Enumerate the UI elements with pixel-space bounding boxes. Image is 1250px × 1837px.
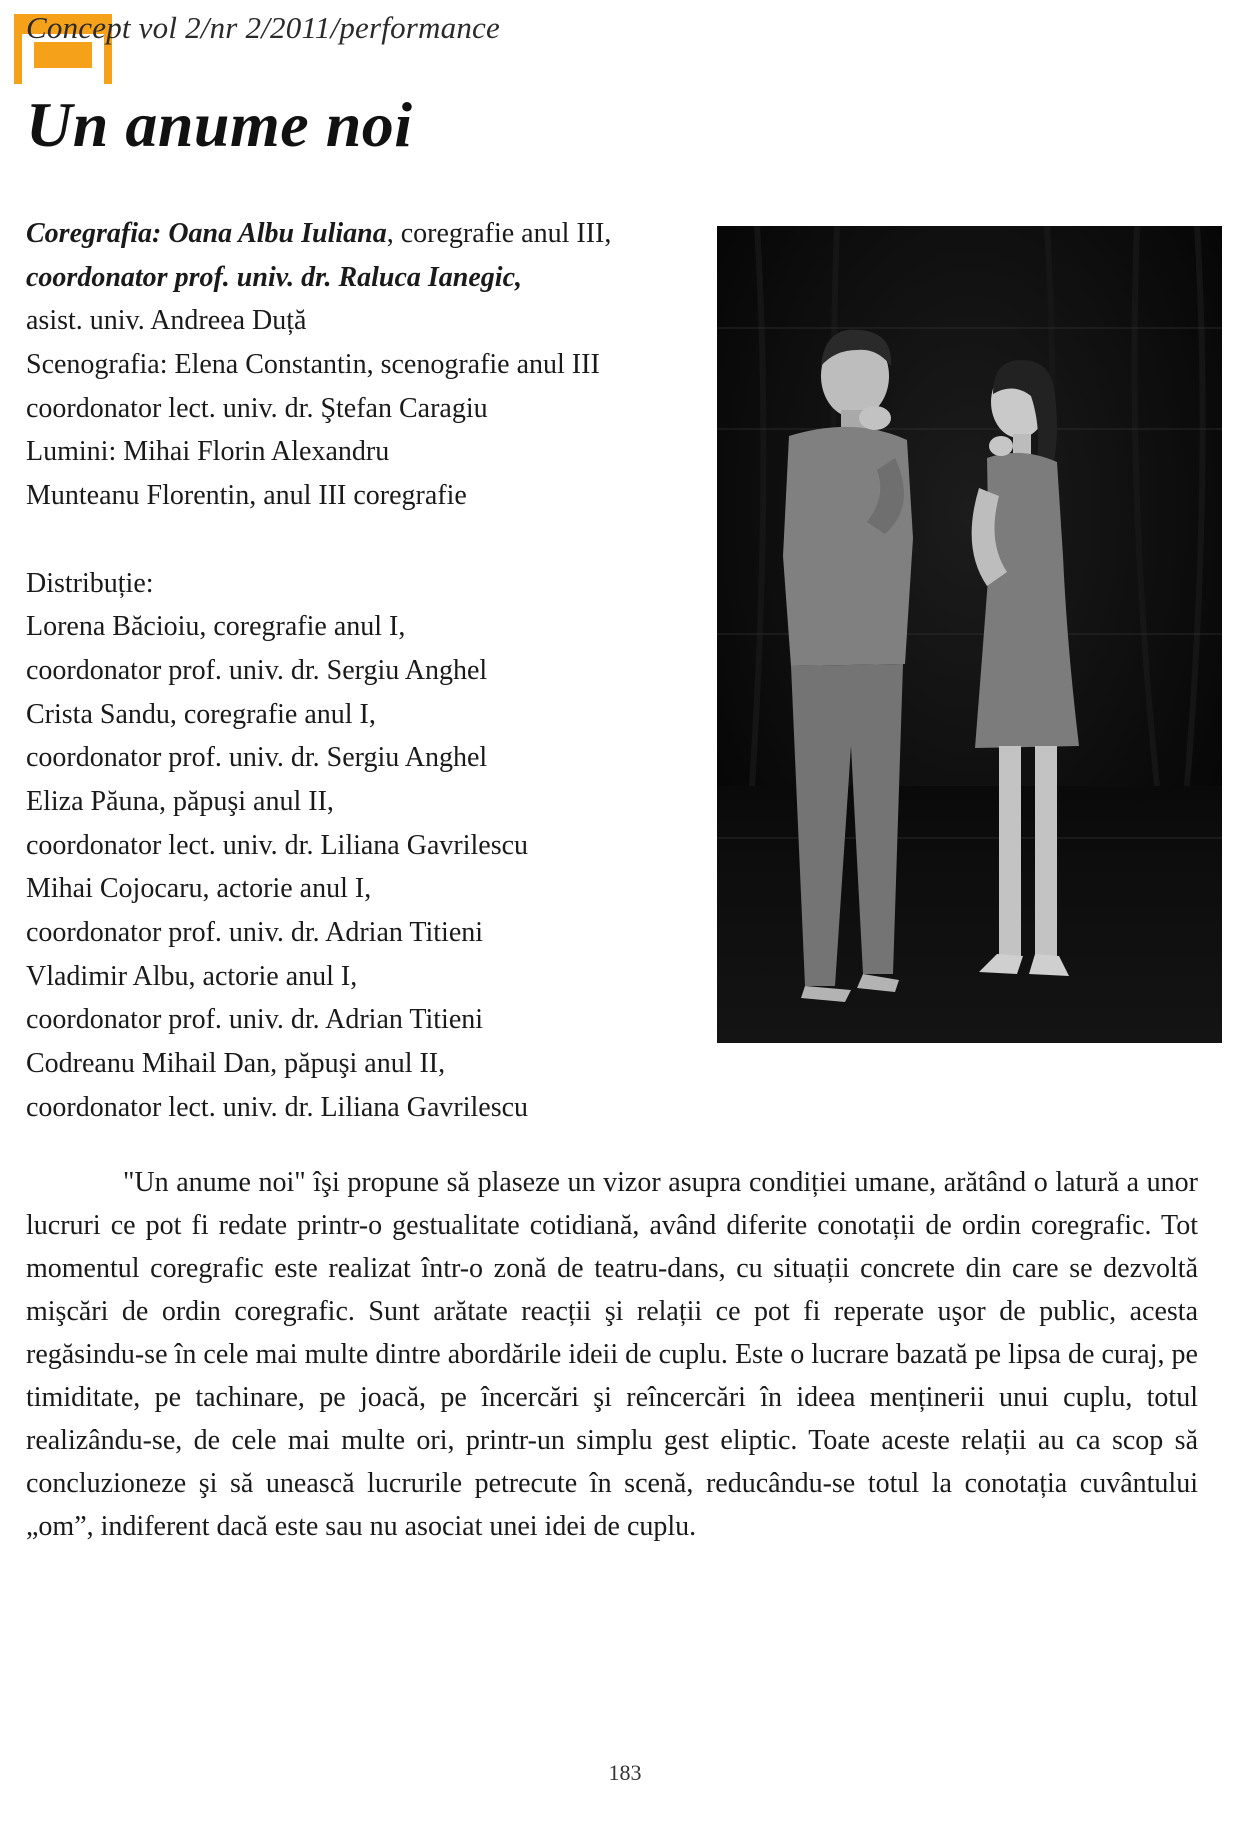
cast-line: Eliza Păuna, păpuşi anul II, — [26, 785, 334, 817]
credit-line: Lumini: Mihai Florin Alexandru — [26, 436, 390, 468]
page-number: 183 — [608, 1760, 642, 1785]
body-paragraph: "Un anume noi" îşi propune să plaseze un vizor asupra condiției umane, arătând o latură a unor lucruri ce pot fi redate printr-o gestualitate cotidiană, având diferite conotații de ordin coregrafic. Tot momentul coregrafic este realizat într-o zonă de teatru-dans, cu situații concrete din care se dezvoltă mişcări de ordin coregrafic. Sunt arătate reacții şi relații ce pot fi reperate uşor de public, acesta regăsindu-se în cele mai multe dintre abordările ideii de cuplu. Este o lucrare bazată pe lipsa de curaj, pe timiditate, pe tachinare, pe joacă, pe încercări şi reîncercări în ideea menținerii unui cuplu, totul realizându-se, de cele mai multe ori, printr-un simplu gest eliptic. Toate aceste relații au ca scop să concluzioneze şi să unească lucrurile petrecute în scenă, reducându-se totul la conotația cuvântului „om”, indiferent dacă este sau nu asociat unei idei de cuplu. — [26, 1167, 1198, 1542]
cast-line: coordonator prof. univ. dr. Sergiu Anghel — [26, 654, 488, 686]
cast-line: coordonator lect. univ. dr. Liliana Gavrilescu — [26, 829, 529, 861]
cast-line: Lorena Băcioiu, coregrafie anul I, — [26, 611, 406, 643]
credit-line: coordonator lect. univ. dr. Ştefan Caragiu — [26, 392, 488, 424]
cast-line: coordonator prof. univ. dr. Adrian Titieni — [26, 1004, 484, 1036]
cast-line: Vladimir Albu, actorie anul I, — [26, 960, 358, 992]
choreographer-name: Coregrafia: Oana Albu Iuliana — [26, 218, 387, 249]
cast-line: coordonator lect. univ. dr. Liliana Gavrilescu — [26, 1091, 529, 1123]
credits-block — [26, 212, 726, 1129]
choreography-coordinator: coordonator prof. univ. dr. Raluca Ianegic, — [26, 261, 523, 293]
choreographer-year: , coregrafie anul III, — [386, 218, 612, 249]
credit-line: asist. univ. Andreea Duță — [26, 305, 307, 337]
article-title: Un anume noi — [26, 89, 413, 160]
running-head: Concept vol 2/nr 2/2011/performance — [26, 10, 500, 45]
choreography-credit — [26, 212, 726, 256]
credit-line: Scenografia: Elena Constantin, scenografie anul III — [26, 349, 600, 381]
distribution-heading: Distribuție: — [26, 567, 154, 599]
credit-line: Munteanu Florentin, anul III coregrafie — [26, 480, 467, 512]
performance-photo — [717, 226, 1222, 1043]
cast-line: coordonator prof. univ. dr. Adrian Titieni — [26, 917, 484, 948]
cast-line: coordonator prof. univ. dr. Sergiu Anghel — [26, 742, 488, 774]
cast-line: Crista Sandu, coregrafie anul I, — [26, 698, 376, 730]
cast-line: Codreanu Mihail Dan, păpuşi anul II, — [26, 1048, 446, 1080]
cast-line: Mihai Cojocaru, actorie anul I, — [26, 873, 372, 905]
